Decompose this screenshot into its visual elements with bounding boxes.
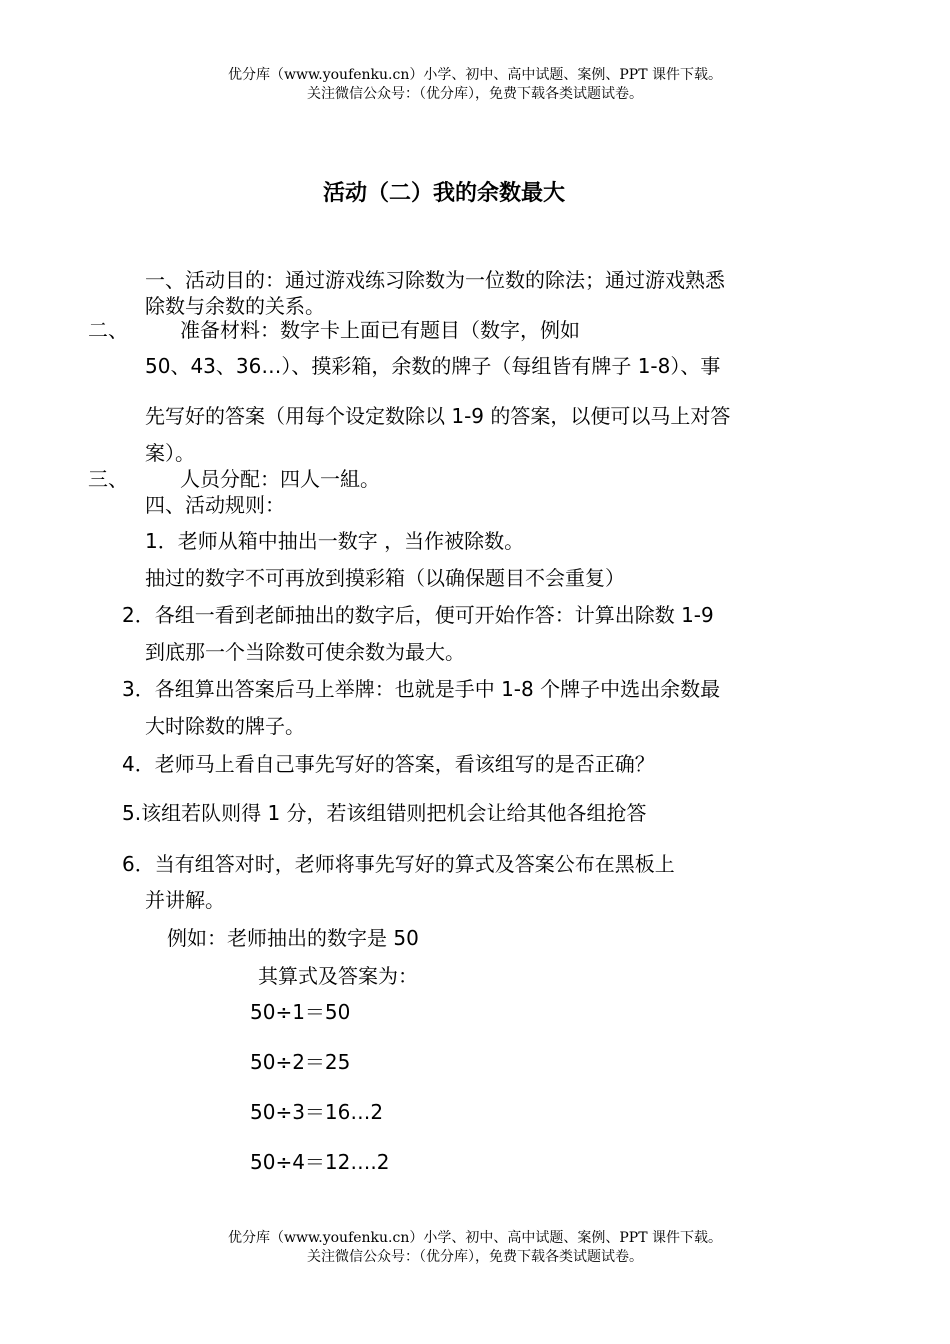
rule5: 5.该组若队则得 1 分，若该组错则把机会让给其他各组抢答 [122,801,647,825]
example-intro: 例如：老师抽出的数字是 50 [167,926,419,950]
equation-4: 50÷4＝12….2 [250,1150,390,1174]
section4-heading: 四、活动规则： [145,493,285,517]
rule3-line1: 3．各组算出答案后马上举牌：也就是手中 1-8 个牌子中选出余数最 [122,677,721,701]
footer-line-2: 关注微信公众号：（优分库），免费下载各类试题试卷。 [307,1249,643,1265]
section1-line1: 一、活动目的：通过游戏练习除数为一位数的除法；通过游戏熟悉 [145,268,725,292]
rule2-line1: 2．各组一看到老師抽出的数字后，便可开始作答：计算出除数 1-9 [122,603,714,627]
rule4: 4．老师马上看自己事先写好的答案，看该组写的是否正确？ [122,752,655,776]
section2-line4: 案）。 [145,441,195,465]
section2-line1: 准备材料：数字卡上面已有题目（数字，例如 [180,318,580,342]
rule3-line2: 大时除数的牌子。 [145,714,305,738]
rule1-line2: 抽过的数字不可再放到摸彩箱（以确保题目不会重复） [145,566,625,590]
header-line-2: 关注微信公众号：（优分库），免费下载各类试题试卷。 [307,86,643,102]
section3-marker: 三、 [88,467,128,491]
equation-3: 50÷3＝16…2 [250,1100,384,1124]
formula-label: 其算式及答案为： [258,964,418,988]
rule1-line1: 1．老师从箱中抽出一数字 ，当作被除数。 [145,529,525,553]
page-footer [0,1229,950,1267]
rule2-line2: 到底那一个当除数可使余数为最大。 [145,640,465,664]
section2-line3: 先写好的答案（用每个设定数除以 1-9 的答案，以便可以马上对答 [145,404,731,428]
page-header [0,66,950,104]
section2-marker: 二、 [88,318,128,342]
rule6-line2: 并讲解。 [145,888,225,912]
rule6-line1: 6．当有组答对时，老师将事先写好的算式及答案公布在黑板上 [122,852,675,876]
footer-line-1: 优分库（www.youfenku.cn）小学、初中、高中试题、案例、PPT 课件下载。 [227,1230,722,1246]
page-title: 活动（二）我的余数最大 [322,180,565,206]
equation-1: 50÷1＝50 [250,1000,351,1024]
equation-2: 50÷2＝25 [250,1050,351,1074]
header-line-1: 优分库（www.youfenku.cn）小学、初中、高中试题、案例、PPT 课件下载。 [227,67,722,83]
section2-line2: 50、43、36…）、摸彩箱，余数的牌子（每组皆有牌子 1-8）、事 [145,354,721,378]
section3-text: 人员分配：四人一組。 [180,467,380,491]
section1-line2: 除数与余数的关系。 [145,294,325,318]
